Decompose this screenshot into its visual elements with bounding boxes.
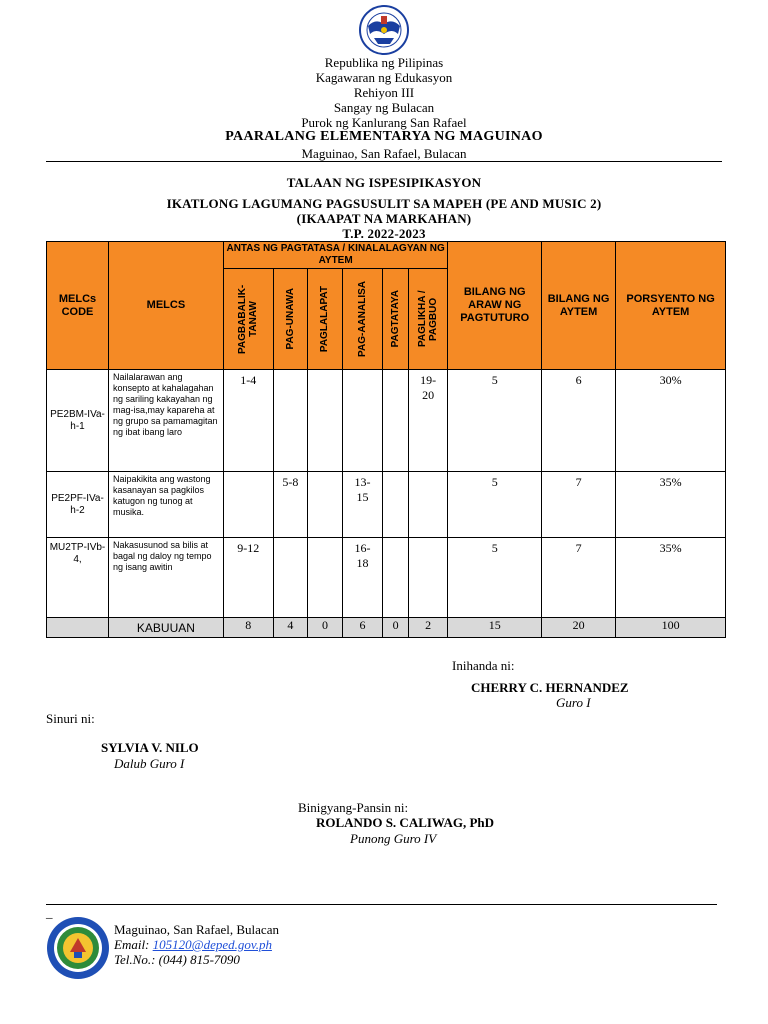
footer-tel-value: (044) 815-7090 xyxy=(158,952,240,967)
row-level-cell xyxy=(408,472,448,538)
prepared-by-label: Inihanda ni: xyxy=(452,658,515,673)
total-days: 15 xyxy=(448,618,542,638)
header-level-pag-aanalisa: PAG-AANALISA xyxy=(342,269,383,370)
header-level-paglikha-pagbuo: PAGLIKHA / PAGBUO xyxy=(408,269,448,370)
row-melc: Nailalarawan ang konsepto at kahalagahan ng sariling kakayahan ng mag-isa,may kapareha at ng grupo sa pamamagitan ng ibat ibang laro xyxy=(108,370,223,472)
prepared-by-name: CHERRY C. HERNANDEZ xyxy=(471,680,629,695)
row-percent: 35% xyxy=(616,538,726,618)
header-level-pagbabalik-tanaw: PAGBABALIK-TANAW xyxy=(223,269,273,370)
header-line-division: Sangay ng Bulacan xyxy=(333,100,435,115)
row-level-cell: 13-15 xyxy=(342,472,383,538)
row-level-cell xyxy=(342,370,383,472)
total-blank-cell xyxy=(47,618,109,638)
header-line-district: Purok ng Kanlurang San Rafael xyxy=(301,115,467,130)
header-line-department: Kagawaran ng Edukasyon xyxy=(315,70,453,85)
row-level-cell xyxy=(383,472,408,538)
footer-tel-label: Tel.No.: xyxy=(114,952,156,967)
table-row xyxy=(47,538,726,618)
header-percent: PORSYENTO NG AYTEM xyxy=(616,242,726,370)
row-items: 7 xyxy=(541,538,615,618)
total-percent: 100 xyxy=(616,618,726,638)
header-melcs-code: MELCs CODE xyxy=(47,242,109,370)
checked-by-role: Dalub Guro I xyxy=(114,756,185,771)
header-antas: ANTAS NG PAGTATASA / KINALALAGYAN NG AYTEM xyxy=(223,242,448,269)
footer-email-link[interactable]: 105120@deped.gov.ph xyxy=(152,937,272,952)
deped-seal-logo xyxy=(354,4,414,56)
header-level-pag-unawa: PAG-UNAWA xyxy=(273,269,308,370)
checked-by-name: SYLVIA V. NILO xyxy=(101,740,199,755)
footer-dash: _ xyxy=(46,905,53,920)
row-level-cell: 16-18 xyxy=(342,538,383,618)
row-percent: 35% xyxy=(616,472,726,538)
row-percent: 30% xyxy=(616,370,726,472)
doc-subtitle: IKATLONG LAGUMANG PAGSUSULIT SA MAPEH (PE AND MUSIC 2) xyxy=(166,196,602,211)
footer-divider xyxy=(46,904,717,905)
row-melc: Naipakikita ang wastong kasanayan sa pagkilos katugon ng tunog at musika. xyxy=(108,472,223,538)
row-days: 5 xyxy=(448,472,542,538)
noted-by-name: ROLANDO S. CALIWAG, PhD xyxy=(316,815,495,830)
total-level-cell: 8 xyxy=(223,618,273,638)
row-level-cell xyxy=(383,370,408,472)
total-level-cell: 0 xyxy=(308,618,343,638)
table-row xyxy=(47,370,726,472)
footer-address: Maguinao, San Rafael, Bulacan xyxy=(114,922,279,937)
row-level-cell: 5-8 xyxy=(273,472,308,538)
header-line-region: Rehiyon III xyxy=(353,85,415,100)
row-level-cell xyxy=(408,538,448,618)
row-code: PE2BM-IVa-h-1 xyxy=(47,370,109,472)
doc-school-year: T.P. 2022-2023 xyxy=(342,226,426,241)
row-items: 7 xyxy=(541,472,615,538)
total-row xyxy=(47,618,726,638)
row-days: 5 xyxy=(448,538,542,618)
header-level-pagtataya: PAGTATAYA xyxy=(383,269,408,370)
noted-by-role: Punong Guro IV xyxy=(350,831,437,846)
school-address: Maguinao, San Rafael, Bulacan xyxy=(301,146,467,161)
total-level-cell: 0 xyxy=(383,618,408,638)
footer-tel-line xyxy=(114,952,240,967)
row-level-cell xyxy=(273,538,308,618)
header-divider xyxy=(46,161,722,162)
table-row xyxy=(47,472,726,538)
header-melcs: MELCS xyxy=(108,242,223,370)
header-items: BILANG NG AYTEM xyxy=(541,242,615,370)
row-code: PE2PF-IVa-h-2 xyxy=(47,472,109,538)
row-level-cell xyxy=(273,370,308,472)
row-melc: Nakasusunod sa bilis at bagal ng daloy ng tempo ng isang awitin xyxy=(108,538,223,618)
school-logo xyxy=(46,916,110,980)
school-name: PAARALANG ELEMENTARYA NG MAGUINAO xyxy=(225,129,543,144)
doc-quarter: (IKAAPAT NA MARKAHAN) xyxy=(296,211,472,226)
footer-email-label: Email: xyxy=(114,937,150,952)
row-level-cell xyxy=(308,370,343,472)
row-level-cell: 9-12 xyxy=(223,538,273,618)
prepared-by-role: Guro I xyxy=(556,695,591,710)
checked-by-label: Sinuri ni: xyxy=(46,711,95,726)
row-level-cell xyxy=(308,472,343,538)
row-level-cell xyxy=(223,472,273,538)
noted-by-label: Binigyang-Pansin ni: xyxy=(298,800,409,815)
footer-email-line xyxy=(114,937,272,952)
row-code: MU2TP-IVb-4, xyxy=(47,538,109,618)
header-days: BILANG NG ARAW NG PAGTUTURO xyxy=(448,242,542,370)
total-level-cell: 2 xyxy=(408,618,448,638)
row-level-cell: 1-4 xyxy=(223,370,273,472)
row-items: 6 xyxy=(541,370,615,472)
total-items: 20 xyxy=(541,618,615,638)
row-level-cell: 19-20 xyxy=(408,370,448,472)
total-level-cell: 6 xyxy=(342,618,383,638)
row-days: 5 xyxy=(448,370,542,472)
row-level-cell xyxy=(308,538,343,618)
row-level-cell xyxy=(383,538,408,618)
header-line-republic: Republika ng Pilipinas xyxy=(324,55,444,70)
total-label: KABUUAN xyxy=(108,618,223,638)
doc-title: TALAAN NG ISPESIPIKASYON xyxy=(286,175,482,190)
total-level-cell: 4 xyxy=(273,618,308,638)
header-level-paglalapat: PAGLALAPAT xyxy=(308,269,343,370)
specification-table xyxy=(46,241,726,638)
